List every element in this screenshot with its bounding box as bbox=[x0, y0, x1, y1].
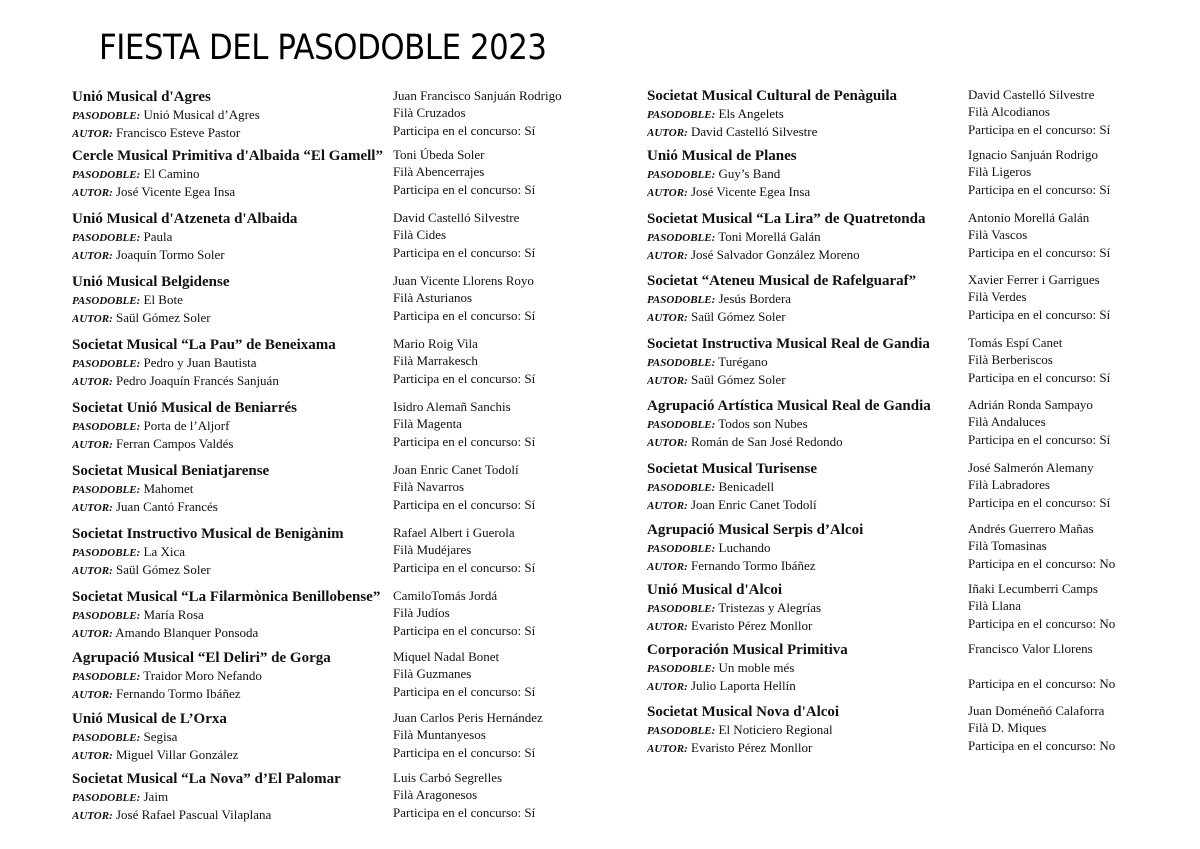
participa-status: Participa en el concurso: No bbox=[968, 556, 1116, 571]
director-name: Luis Carbó Segrelles bbox=[393, 770, 503, 785]
participa-status: Participa en el concurso: Sí bbox=[393, 560, 536, 575]
director-name: Mario Roig Vila bbox=[393, 336, 478, 351]
pasodoble-title: Pedro y Juan Bautista bbox=[143, 355, 257, 370]
director-name: Ignacio Sanjuán Rodrigo bbox=[968, 147, 1098, 162]
autor-name: Evaristo Pérez Monllor bbox=[691, 740, 813, 755]
pasodoble-line bbox=[647, 166, 963, 183]
band-name: Societat Musical Beniatjarense bbox=[72, 463, 270, 479]
autor-name: Joaquín Tormo Soler bbox=[116, 247, 225, 262]
band-name: Societat Musical “La Nova” d’El Palomar bbox=[72, 771, 341, 787]
pasodoble-line bbox=[647, 229, 963, 246]
autor-label: AUTOR: bbox=[72, 810, 113, 822]
director-name: Andrés Guerrero Mañas bbox=[968, 521, 1094, 536]
band-name: Corporación Musical Primitiva bbox=[647, 642, 848, 658]
autor-label: AUTOR: bbox=[72, 376, 113, 388]
autor-line bbox=[647, 372, 963, 389]
autor-name: Saül Gómez Soler bbox=[691, 372, 786, 387]
band-name: Societat Musical “La Lira” de Quatretonda bbox=[647, 211, 926, 227]
autor-label: AUTOR: bbox=[72, 250, 113, 262]
fila-name: Filà Mudéjares bbox=[393, 542, 472, 557]
participa-status: Participa en el concurso: No bbox=[968, 676, 1116, 691]
band-entry bbox=[0, 87, 1200, 143]
fila-name: Filà Magenta bbox=[393, 416, 462, 431]
pasodoble-title: Segisa bbox=[143, 729, 178, 744]
band-entry bbox=[0, 335, 1200, 391]
director-name: Francisco Valor Llorens bbox=[968, 641, 1093, 656]
autor-name: José Salvador González Moreno bbox=[691, 247, 860, 262]
pasodoble-label: PASODOBLE: bbox=[72, 484, 141, 496]
pasodoble-title: La Xica bbox=[143, 544, 186, 559]
pasodoble-label: PASODOBLE: bbox=[72, 610, 141, 622]
pasodoble-line bbox=[647, 600, 963, 617]
band-entry bbox=[0, 770, 1200, 826]
autor-label: AUTOR: bbox=[647, 681, 688, 693]
pasodoble-title: Jesús Bordera bbox=[718, 291, 792, 306]
band-entry bbox=[0, 703, 1200, 759]
pasodoble-title: Turégano bbox=[718, 354, 768, 369]
autor-line bbox=[647, 740, 963, 757]
pasodoble-label: PASODOBLE: bbox=[647, 419, 716, 431]
autor-name: Francisco Esteve Pastor bbox=[116, 125, 241, 140]
fila-name: Filà Llana bbox=[968, 598, 1022, 613]
pasodoble-label: PASODOBLE: bbox=[72, 547, 141, 559]
director-name: Juan Carlos Peris Hernández bbox=[393, 710, 543, 725]
autor-name: Juan Cantó Francés bbox=[116, 499, 218, 514]
pasodoble-title: Els Angelets bbox=[718, 106, 784, 121]
pasodoble-title: Guy’s Band bbox=[718, 166, 781, 181]
pasodoble-title: Todos son Nubes bbox=[718, 416, 808, 431]
band-name: Agrupació Musical “El Deliri” de Gorga bbox=[72, 650, 331, 666]
participa-status: Participa en el concurso: Sí bbox=[393, 123, 536, 138]
director-name: Isidro Alemañ Sanchis bbox=[393, 399, 511, 414]
pasodoble-label: PASODOBLE: bbox=[72, 671, 141, 683]
pasodoble-label: PASODOBLE: bbox=[647, 169, 716, 181]
pasodoble-line bbox=[647, 106, 963, 123]
autor-label: AUTOR: bbox=[72, 187, 113, 199]
director-name: Tomás Espí Canet bbox=[968, 335, 1063, 350]
director-name: Xavier Ferrer i Garrigues bbox=[968, 272, 1100, 287]
director-name: Juan Francisco Sanjuán Rodrigo bbox=[393, 88, 562, 103]
autor-name: Fernando Tormo Ibáñez bbox=[116, 686, 241, 701]
director-name: Rafael Albert i Guerola bbox=[393, 525, 515, 540]
participa-status: Participa en el concurso: Sí bbox=[968, 495, 1111, 510]
fila-name: Filà Andaluces bbox=[968, 414, 1046, 429]
band-name: Agrupació Musical Serpis d’Alcoi bbox=[647, 522, 864, 538]
autor-label: AUTOR: bbox=[72, 439, 113, 451]
director-name: José Salmerón Alemany bbox=[968, 460, 1094, 475]
director-name: Iñaki Lecumberri Camps bbox=[968, 581, 1098, 596]
pasodoble-title: María Rosa bbox=[143, 607, 204, 622]
pasodoble-title: Luchando bbox=[718, 540, 771, 555]
fila-name: Filà Cruzados bbox=[393, 105, 466, 120]
pasodoble-line bbox=[647, 291, 963, 308]
autor-label: AUTOR: bbox=[72, 565, 113, 577]
fila-name: Filà Asturianos bbox=[393, 290, 473, 305]
participa-status: Participa en el concurso: Sí bbox=[393, 308, 536, 323]
pasodoble-line bbox=[647, 540, 963, 557]
pasodoble-line bbox=[647, 722, 963, 739]
band-name: Unió Musical Belgidense bbox=[72, 274, 230, 290]
autor-line bbox=[647, 247, 963, 264]
fila-name: Filà D. Miques bbox=[968, 720, 1047, 735]
pasodoble-title: El Bote bbox=[143, 292, 183, 307]
band-entry bbox=[0, 581, 1200, 637]
autor-label: AUTOR: bbox=[72, 689, 113, 701]
band-name: Unió Musical de L’Orxa bbox=[72, 711, 227, 727]
band-name: Cercle Musical Primitiva d'Albaida “El Gamell” bbox=[72, 148, 383, 164]
band-name: Societat Musical “La Pau” de Beneixama bbox=[72, 337, 336, 353]
autor-label: AUTOR: bbox=[72, 628, 113, 640]
pasodoble-label: PASODOBLE: bbox=[647, 294, 716, 306]
band-name: Agrupació Artística Musical Real de Gandia bbox=[647, 398, 931, 414]
pasodoble-label: PASODOBLE: bbox=[647, 663, 716, 675]
pasodoble-title: El Camino bbox=[143, 166, 200, 181]
band-entry bbox=[0, 272, 1200, 328]
band-name: Societat Musical Turisense bbox=[647, 461, 818, 477]
director-name: Miquel Nadal Bonet bbox=[393, 649, 500, 664]
participa-status: Participa en el concurso: Sí bbox=[968, 370, 1111, 385]
pasodoble-title: Porta de l’Aljorf bbox=[143, 418, 230, 433]
fila-name: Filà Guzmanes bbox=[393, 666, 472, 681]
autor-line bbox=[647, 309, 963, 326]
fila-name: Filà Cides bbox=[393, 227, 447, 242]
autor-label: AUTOR: bbox=[72, 128, 113, 140]
pasodoble-title: Traidor Moro Nefando bbox=[143, 668, 262, 683]
participa-status: Participa en el concurso: Sí bbox=[968, 432, 1111, 447]
pasodoble-line bbox=[647, 479, 963, 496]
band-entry bbox=[0, 460, 1200, 516]
participa-status: Participa en el concurso: Sí bbox=[393, 371, 536, 386]
pasodoble-line bbox=[647, 416, 963, 433]
autor-label: AUTOR: bbox=[647, 127, 688, 139]
autor-line bbox=[647, 678, 963, 695]
fila-name: Filà Judíos bbox=[393, 605, 450, 620]
band-name: Societat Instructivo Musical de Benigànim bbox=[72, 526, 344, 542]
fila-name: Filà Alcodianos bbox=[968, 104, 1050, 119]
autor-line bbox=[647, 558, 963, 575]
autor-name: Julio Laporta Hellín bbox=[691, 678, 796, 693]
autor-label: AUTOR: bbox=[647, 187, 688, 199]
band-name: Unió Musical de Planes bbox=[647, 148, 797, 164]
fila-name: Filà Berberiscos bbox=[968, 352, 1053, 367]
pasodoble-label: PASODOBLE: bbox=[72, 421, 141, 433]
autor-name: Miguel Villar González bbox=[116, 747, 239, 762]
autor-line bbox=[647, 497, 963, 514]
participa-status: Participa en el concurso: Sí bbox=[393, 497, 536, 512]
pasodoble-line bbox=[647, 354, 963, 371]
participa-status: Participa en el concurso: Sí bbox=[968, 122, 1111, 137]
fila-name: Filà Muntanyesos bbox=[393, 727, 486, 742]
pasodoble-line bbox=[647, 660, 963, 677]
band-entry bbox=[0, 397, 1200, 453]
fila-name: Filà Vascos bbox=[968, 227, 1028, 242]
band-name: Societat “Ateneu Musical de Rafelguaraf” bbox=[647, 273, 917, 289]
autor-line bbox=[72, 807, 384, 824]
director-name: Antonio Morellá Galán bbox=[968, 210, 1090, 225]
autor-name: Amando Blanquer Ponsoda bbox=[115, 625, 259, 640]
autor-name: Saül Gómez Soler bbox=[691, 309, 786, 324]
autor-name: Joan Enric Canet Todolí bbox=[691, 497, 817, 512]
fila-name: Filà Aragonesos bbox=[393, 787, 478, 802]
fila-name: Filà Abencerrajes bbox=[393, 164, 485, 179]
band-name: Societat Unió Musical de Beniarrés bbox=[72, 400, 297, 416]
autor-name: Evaristo Pérez Monllor bbox=[691, 618, 813, 633]
participa-status: Participa en el concurso: Sí bbox=[968, 307, 1111, 322]
autor-label: AUTOR: bbox=[647, 500, 688, 512]
participa-status: Participa en el concurso: Sí bbox=[968, 182, 1111, 197]
participa-status: Participa en el concurso: No bbox=[968, 738, 1116, 753]
autor-line bbox=[647, 434, 963, 451]
director-name: Juan Vicente Llorens Royo bbox=[393, 273, 534, 288]
autor-label: AUTOR: bbox=[647, 312, 688, 324]
autor-label: AUTOR: bbox=[647, 621, 688, 633]
autor-name: José Vicente Egea Insa bbox=[116, 184, 236, 199]
pasodoble-label: PASODOBLE: bbox=[647, 357, 716, 369]
band-name: Unió Musical d'Agres bbox=[72, 89, 211, 105]
director-name: Adrián Ronda Sampayo bbox=[968, 397, 1093, 412]
pasodoble-title: El Noticiero Regional bbox=[718, 722, 833, 737]
participa-status: Participa en el concurso: No bbox=[968, 616, 1116, 631]
pasodoble-title: Mahomet bbox=[143, 481, 194, 496]
autor-label: AUTOR: bbox=[647, 743, 688, 755]
director-name: Juan Doméneñó Calaforra bbox=[968, 703, 1105, 718]
participa-status: Participa en el concurso: Sí bbox=[393, 623, 536, 638]
pasodoble-title: Toni Morellá Galán bbox=[718, 229, 821, 244]
pasodoble-label: PASODOBLE: bbox=[647, 482, 716, 494]
band-entry bbox=[0, 521, 1200, 577]
participa-status: Participa en el concurso: Sí bbox=[393, 745, 536, 760]
pasodoble-label: PASODOBLE: bbox=[647, 543, 716, 555]
pasodoble-line bbox=[72, 789, 384, 806]
pasodoble-label: PASODOBLE: bbox=[647, 725, 716, 737]
band-name: Unió Musical d'Atzeneta d'Albaida bbox=[72, 211, 298, 227]
pasodoble-label: PASODOBLE: bbox=[647, 109, 716, 121]
autor-line bbox=[647, 618, 963, 635]
fila-name: Filà Marrakesch bbox=[393, 353, 478, 368]
pasodoble-title: Un moble més bbox=[718, 660, 795, 675]
participa-status: Participa en el concurso: Sí bbox=[393, 434, 536, 449]
pasodoble-title: Tristezas y Alegrías bbox=[718, 600, 822, 615]
band-name: Unió Musical d'Alcoi bbox=[647, 582, 783, 598]
autor-name: José Vicente Egea Insa bbox=[691, 184, 811, 199]
participa-status: Participa en el concurso: Sí bbox=[393, 805, 536, 820]
autor-label: AUTOR: bbox=[647, 561, 688, 573]
director-name: CamiloTomás Jordá bbox=[393, 588, 498, 603]
fila-name: Filà Navarros bbox=[393, 479, 465, 494]
autor-name: Saül Gómez Soler bbox=[116, 310, 211, 325]
pasodoble-label: PASODOBLE: bbox=[72, 792, 141, 804]
fila-name: Filà Labradores bbox=[968, 477, 1050, 492]
autor-label: AUTOR: bbox=[647, 375, 688, 387]
pasodoble-title: Jaim bbox=[143, 789, 169, 804]
pasodoble-label: PASODOBLE: bbox=[72, 110, 141, 122]
fila-name: Filà Ligeros bbox=[968, 164, 1032, 179]
pasodoble-title: Unió Musical d’Agres bbox=[143, 107, 260, 122]
director-name: Toni Úbeda Soler bbox=[393, 147, 485, 162]
band-entry bbox=[0, 147, 1200, 203]
pasodoble-label: PASODOBLE: bbox=[72, 169, 141, 181]
autor-label: AUTOR: bbox=[72, 313, 113, 325]
participa-status: Participa en el concurso: Sí bbox=[393, 684, 536, 699]
pasodoble-label: PASODOBLE: bbox=[72, 232, 141, 244]
band-name: Societat Instructiva Musical Real de Gandia bbox=[647, 336, 930, 352]
autor-label: AUTOR: bbox=[72, 502, 113, 514]
autor-label: AUTOR: bbox=[647, 250, 688, 262]
participa-status: Participa en el concurso: Sí bbox=[393, 245, 536, 260]
fila-name: Filà Verdes bbox=[968, 289, 1027, 304]
autor-name: Pedro Joaquín Francés Sanjuán bbox=[116, 373, 279, 388]
autor-line bbox=[647, 124, 963, 141]
page-title: FIESTA DEL PASODOBLE 2023 bbox=[99, 28, 547, 68]
autor-name: Fernando Tormo Ibáñez bbox=[691, 558, 816, 573]
pasodoble-label: PASODOBLE: bbox=[72, 358, 141, 370]
pasodoble-title: Paula bbox=[143, 229, 173, 244]
fila-name: Filà Tomasinas bbox=[968, 538, 1047, 553]
autor-name: José Rafael Pascual Vilaplana bbox=[116, 807, 272, 822]
director-name: Joan Enric Canet Todolí bbox=[393, 462, 519, 477]
band-entry bbox=[0, 641, 1200, 697]
director-name: David Castelló Silvestre bbox=[968, 87, 1095, 102]
director-name: David Castelló Silvestre bbox=[393, 210, 520, 225]
band-name: Societat Musical Cultural de Penàguila bbox=[647, 88, 897, 104]
band-name: Societat Musical Nova d'Alcoi bbox=[647, 704, 840, 720]
autor-name: Román de San José Redondo bbox=[691, 434, 843, 449]
participa-status: Participa en el concurso: Sí bbox=[968, 245, 1111, 260]
pasodoble-label: PASODOBLE: bbox=[72, 732, 141, 744]
pasodoble-label: PASODOBLE: bbox=[647, 603, 716, 615]
autor-label: AUTOR: bbox=[647, 437, 688, 449]
pasodoble-label: PASODOBLE: bbox=[72, 295, 141, 307]
band-entry bbox=[0, 210, 1200, 266]
autor-name: Saül Gómez Soler bbox=[116, 562, 211, 577]
band-name: Societat Musical “La Filarmònica Benillobense” bbox=[72, 589, 381, 605]
participa-status: Participa en el concurso: Sí bbox=[393, 182, 536, 197]
autor-line bbox=[647, 184, 963, 201]
autor-label: AUTOR: bbox=[72, 750, 113, 762]
pasodoble-label: PASODOBLE: bbox=[647, 232, 716, 244]
autor-name: David Castelló Silvestre bbox=[691, 124, 818, 139]
pasodoble-title: Benicadell bbox=[718, 479, 775, 494]
autor-name: Ferran Campos Valdés bbox=[116, 436, 234, 451]
